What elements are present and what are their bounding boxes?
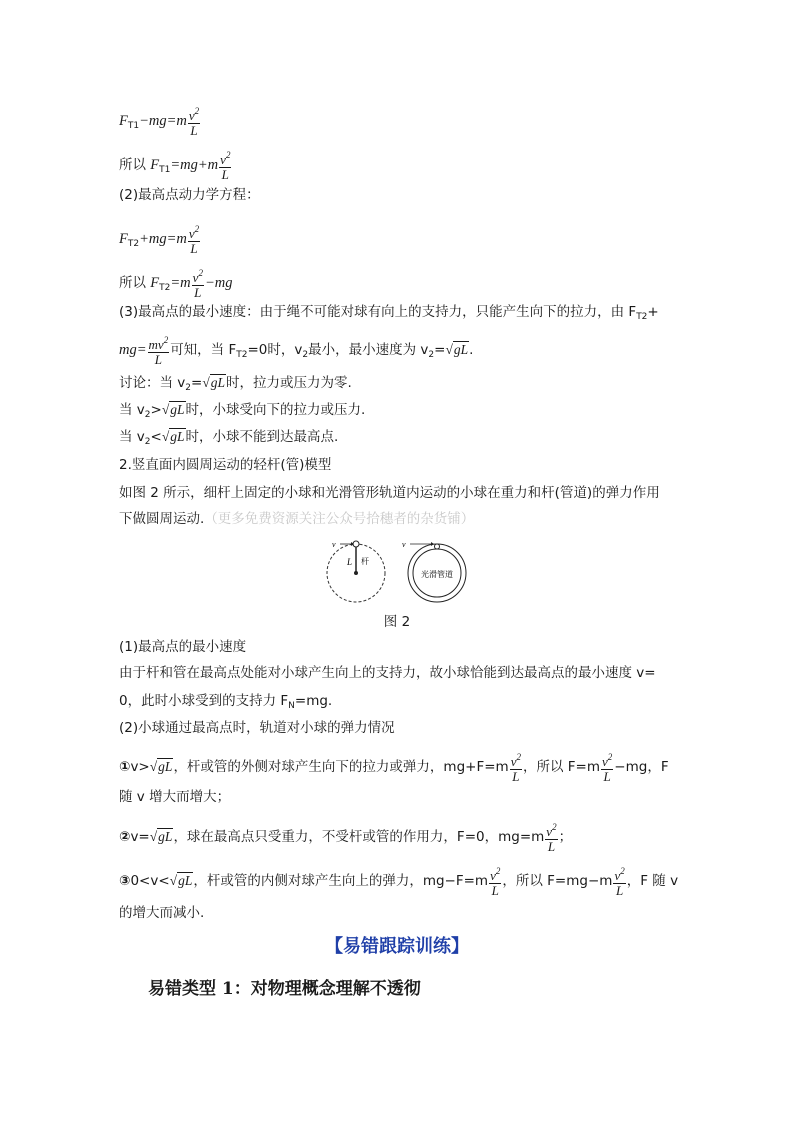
fraction: $\frac{v^2}{L}$ [220,150,231,182]
equation-lowest-point: $F_{T1}-mg=m$ $\frac{v^2}{L}$ [119,106,200,138]
case-3-cont: 的增大而减小. [119,905,205,921]
discussion-2: 当 $v_2>√gL$时，小球受向下的拉力或压力. [119,402,366,420]
equation-ft1-result: 所以 $F_{T1}=mg+m$ $\frac{v^2}{L}$ [119,150,231,182]
fraction: $\frac{v^2}{L}$ [490,866,501,898]
fraction: $\frac{v^2}{L}$ [192,268,203,300]
equation-ft2-result: 所以 $F_{T2}=m$ $\frac{v^2}{L}$ −mg [119,268,233,300]
paragraph-figure-intro-cont: 下做圆周运动.（更多免费资源关注公众号拾穗者的杂货铺） [119,511,475,527]
rod-model [327,540,385,602]
rod-label: 杆 [361,557,369,566]
fraction: $\frac{v^2}{L}$ [546,822,557,854]
fraction: $\frac{v^2}{L}$ [602,752,613,784]
fraction: $\frac{v^2}{L}$ [188,106,200,138]
case-1-cont: 随 v 增大而增大； [119,789,231,805]
paragraph-min-speed: (3)最高点的最小速度：由于绳不可能对球有向上的支持力，只能产生向下的拉力，由 $F_{T2}+$ [119,304,659,322]
fraction: $\frac{mv^2}{L}$ [148,335,169,367]
error-type-heading: 易错类型 1：对物理概念理解不透彻 [148,979,421,999]
velocity-label-tube: v [402,540,406,549]
velocity-label-rod: v [332,540,336,549]
paragraph-min-speed-cont: mg= $\frac{mv^2}{L}$ 可知，当 $F_{T2}=0$时，$v_2$最小，最小速度为 $v_2=√gL$. [119,335,474,367]
training-heading: 【易错跟踪训练】 [325,936,469,957]
fraction: $\frac{v^2}{L}$ [510,752,521,784]
figure-2-diagram [320,535,480,605]
fraction: $\frac{v^2}{L}$ [188,224,200,256]
case-3: ③0<v<√gL，杆或管的内侧对球产生向上的弹力，mg−F=m $\frac{v^2}{L}$ ，所以 F=mg−m $\frac{v^2}{L}$ ，F 随 v [119,866,679,898]
discussion-1: 讨论：当 $v_2=√gL$时，拉力或压力为零. [119,375,352,393]
discussion-3: 当 $v_2<√gL$时，小球不能到达最高点. [119,429,339,447]
paragraph-rod-support: 由于杆和管在最高点处能对小球产生向上的支持力，故小球恰能到达最高点的最小速度 v= [119,665,656,681]
section-title-min-speed: (1)最高点的最小速度 [119,639,247,655]
tube-label: 光滑管道 [421,570,453,579]
ball-in-tube [435,544,440,549]
pivot-point [354,571,358,575]
fraction: $\frac{v^2}{L}$ [614,866,625,898]
figure-caption: 图 2 [383,614,411,630]
tube-model [402,540,466,602]
section-title: (2)最高点动力学方程： [119,187,260,203]
case-1: ①v>√gL，杆或管的外侧对球产生向下的拉力或弹力，mg+F=m $\frac{v^2}{L}$ ，所以 F=m $\frac{v^2}{L}$ −mg，F [119,752,669,784]
paragraph-rod-support-cont: 0，此时小球受到的支持力 $F_N=mg$. [119,693,333,711]
case-2: ②v=√gL，球在最高点只受重力，不受杆或管的作用力，F=0，mg=m $\frac{v^2}{L}$ ； [119,822,573,854]
paragraph-figure-intro: 如图 2 所示，细杆上固定的小球和光滑管形轨道内运动的小球在重力和杆(管道)的弹力作用 [119,485,660,501]
section-heading-rod-model: 2.竖直面内圆周运动的轻杆(管)模型 [119,457,332,473]
equation-highest-point: $F_{T2}+mg=m$ $\frac{v^2}{L}$ [119,224,200,256]
watermark-text: （更多免费资源关注公众号拾穗者的杂货铺） [204,511,475,527]
arrowhead-tube [431,542,434,546]
section-title-elastic-force: (2)小球通过最高点时，轨道对小球的弹力情况 [119,720,395,736]
length-label: L [347,557,353,567]
